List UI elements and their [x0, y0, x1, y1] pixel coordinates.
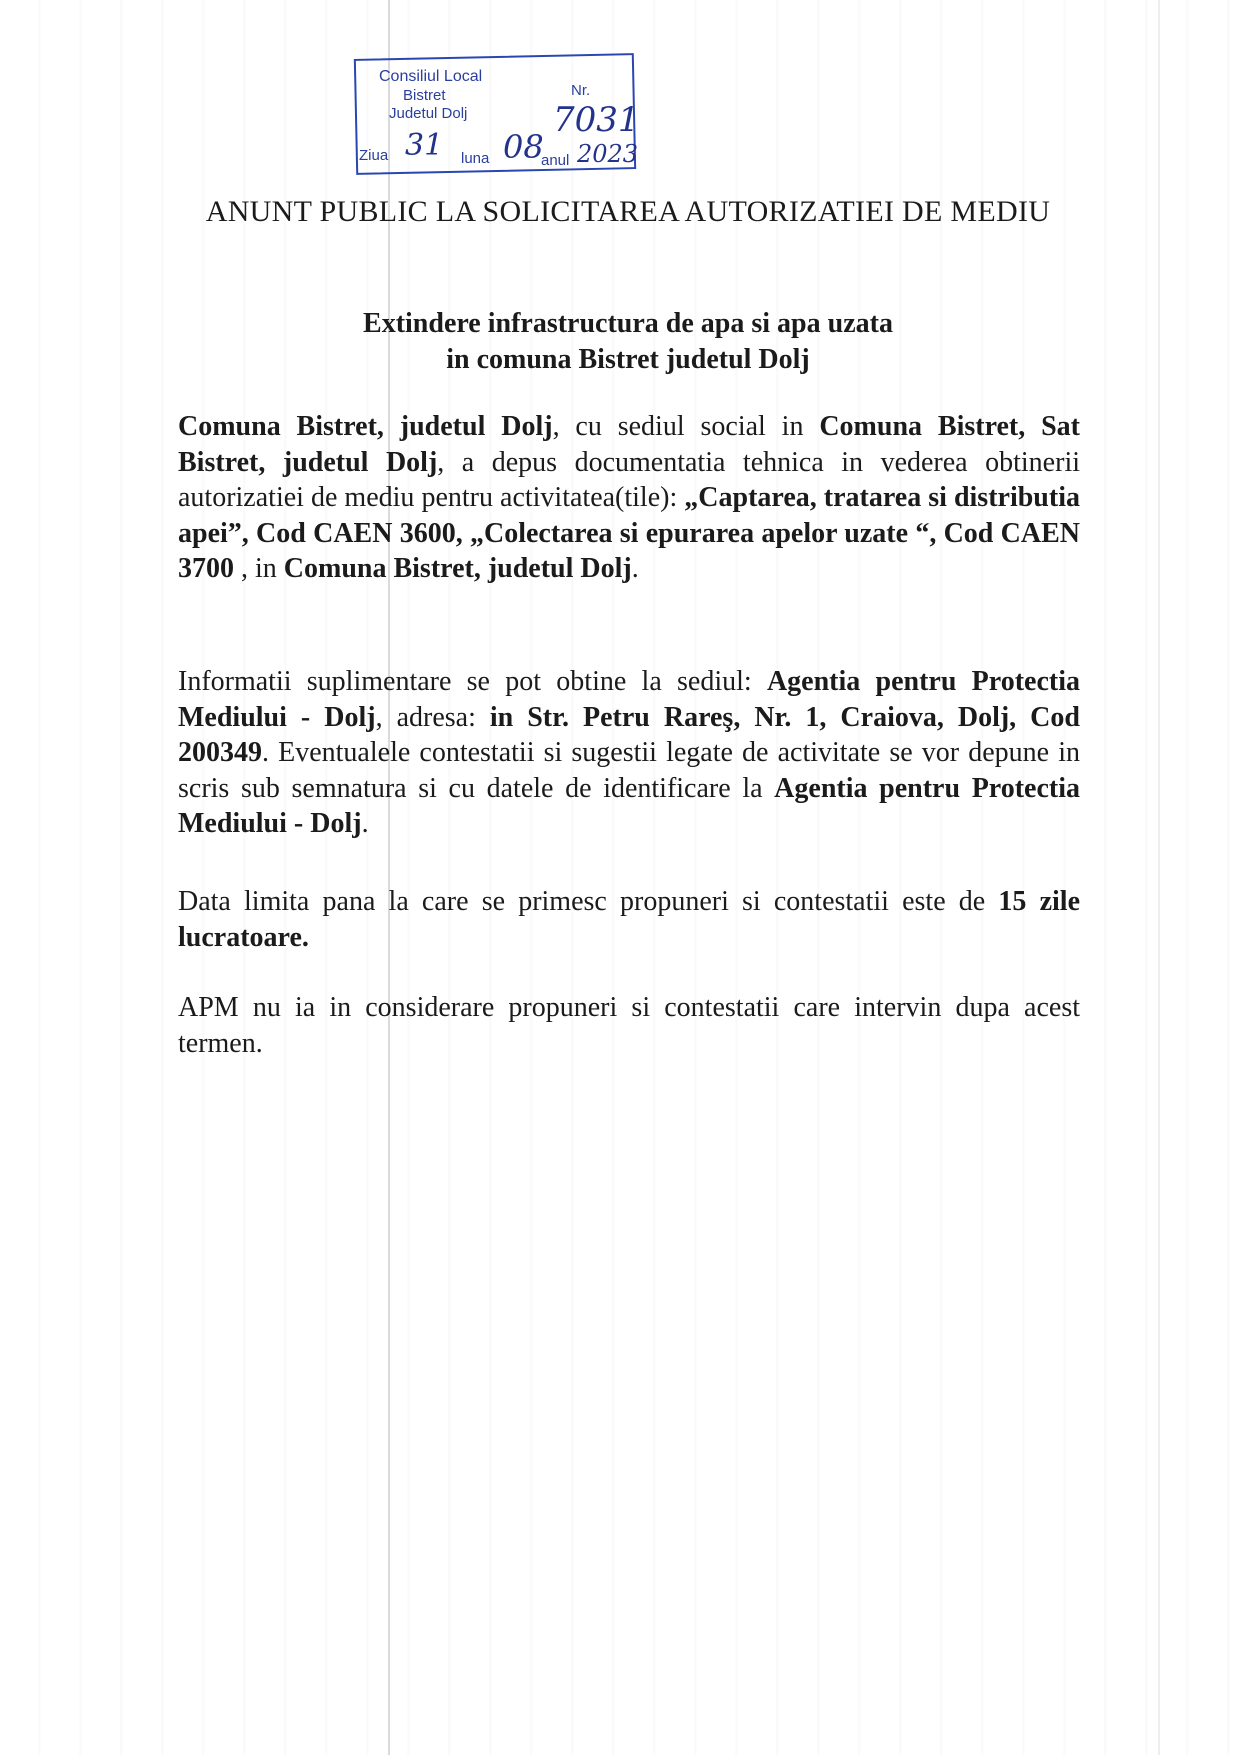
announcement-title: ANUNT PUBLIC LA SOLICITAREA AUTORIZATIEI DE MEDIU [205, 195, 1051, 228]
activities: „Captarea, tratarea si distributia apei”, Cod CAEN 3600, „Colectarea si epurarea apelor uzate “, Cod CAEN 3700 [178, 482, 1080, 584]
project-title-line-2: in comuna Bistret judetul Dolj [446, 344, 810, 375]
stamp-luna-value: 08 [503, 128, 544, 166]
agency-address: in Str. Petru Rareş, Nr. 1, Craiova, Dolj, Cod 200349 [178, 701, 1080, 768]
scan-artifact-line [388, 0, 390, 1755]
registration-stamp [353, 54, 638, 176]
stamp-nr-value: 7031 [553, 100, 640, 140]
stamp-anul-value: 2023 [577, 140, 639, 168]
paragraph-text: , in [234, 553, 284, 584]
paragraph-text: . [631, 553, 639, 584]
agency-name: Agentia pentru Protectia Mediului - Dolj [178, 666, 1080, 733]
paragraph-text: , cu sediul social in [552, 411, 820, 442]
deadline-value: 15 zile lucratoare. [178, 886, 1081, 953]
stamp-anul-label: anul [541, 152, 570, 169]
stamp-locality: Bistret [403, 87, 446, 104]
project-title-line-1: Extindere infrastructura de apa si apa uzata [363, 308, 893, 339]
paragraph-text: APM nu ia in considerare propuneri si contestatii care intervin dupa acest termen. [178, 992, 1080, 1059]
paragraph-information [178, 664, 1080, 842]
paragraph-deadline [178, 884, 1080, 955]
stamp-nr-label: Nr. [571, 82, 591, 99]
activity-location: Comuna Bistret, judetul Dolj [283, 553, 632, 584]
paragraph-text: . [361, 808, 369, 839]
stamp-ziua-value: 31 [405, 128, 444, 163]
paragraph-text: , a depus documentatia tehnica in vederea obtinerii autorizatiei de mediu pentru activitatea(tile): [178, 446, 1080, 513]
paragraph-text: . Eventualele contestatii si sugestii legate de activitate se vor depune in scris sub semnatura si cu datele de identificare la [178, 737, 1080, 804]
paragraph-applicant [178, 409, 1080, 587]
paragraph-text: Informatii suplimentare se pot obtine la sediul: [178, 666, 767, 697]
paragraph-text: , adresa: [375, 701, 490, 733]
stamp-county: Judetul Dolj [389, 105, 468, 122]
agency-name: Agentia pentru Protectia Mediului - Dolj [178, 772, 1080, 839]
project-title [178, 306, 1078, 378]
paragraph-notice [178, 990, 1080, 1061]
applicant-name: Comuna Bistret, judetul Dolj [178, 411, 553, 442]
scan-artifact-line [1158, 0, 1160, 1755]
stamp-institution: Consiliul Local [379, 68, 483, 85]
stamp-luna-label: luna [461, 150, 490, 167]
paragraph-text: Data limita pana la care se primesc propuneri si contestatii este de [178, 886, 999, 917]
stamp-ziua-label: Ziua [359, 147, 389, 164]
applicant-address: Comuna Bistret, Sat Bistret, judetul Dolj [178, 411, 1081, 478]
